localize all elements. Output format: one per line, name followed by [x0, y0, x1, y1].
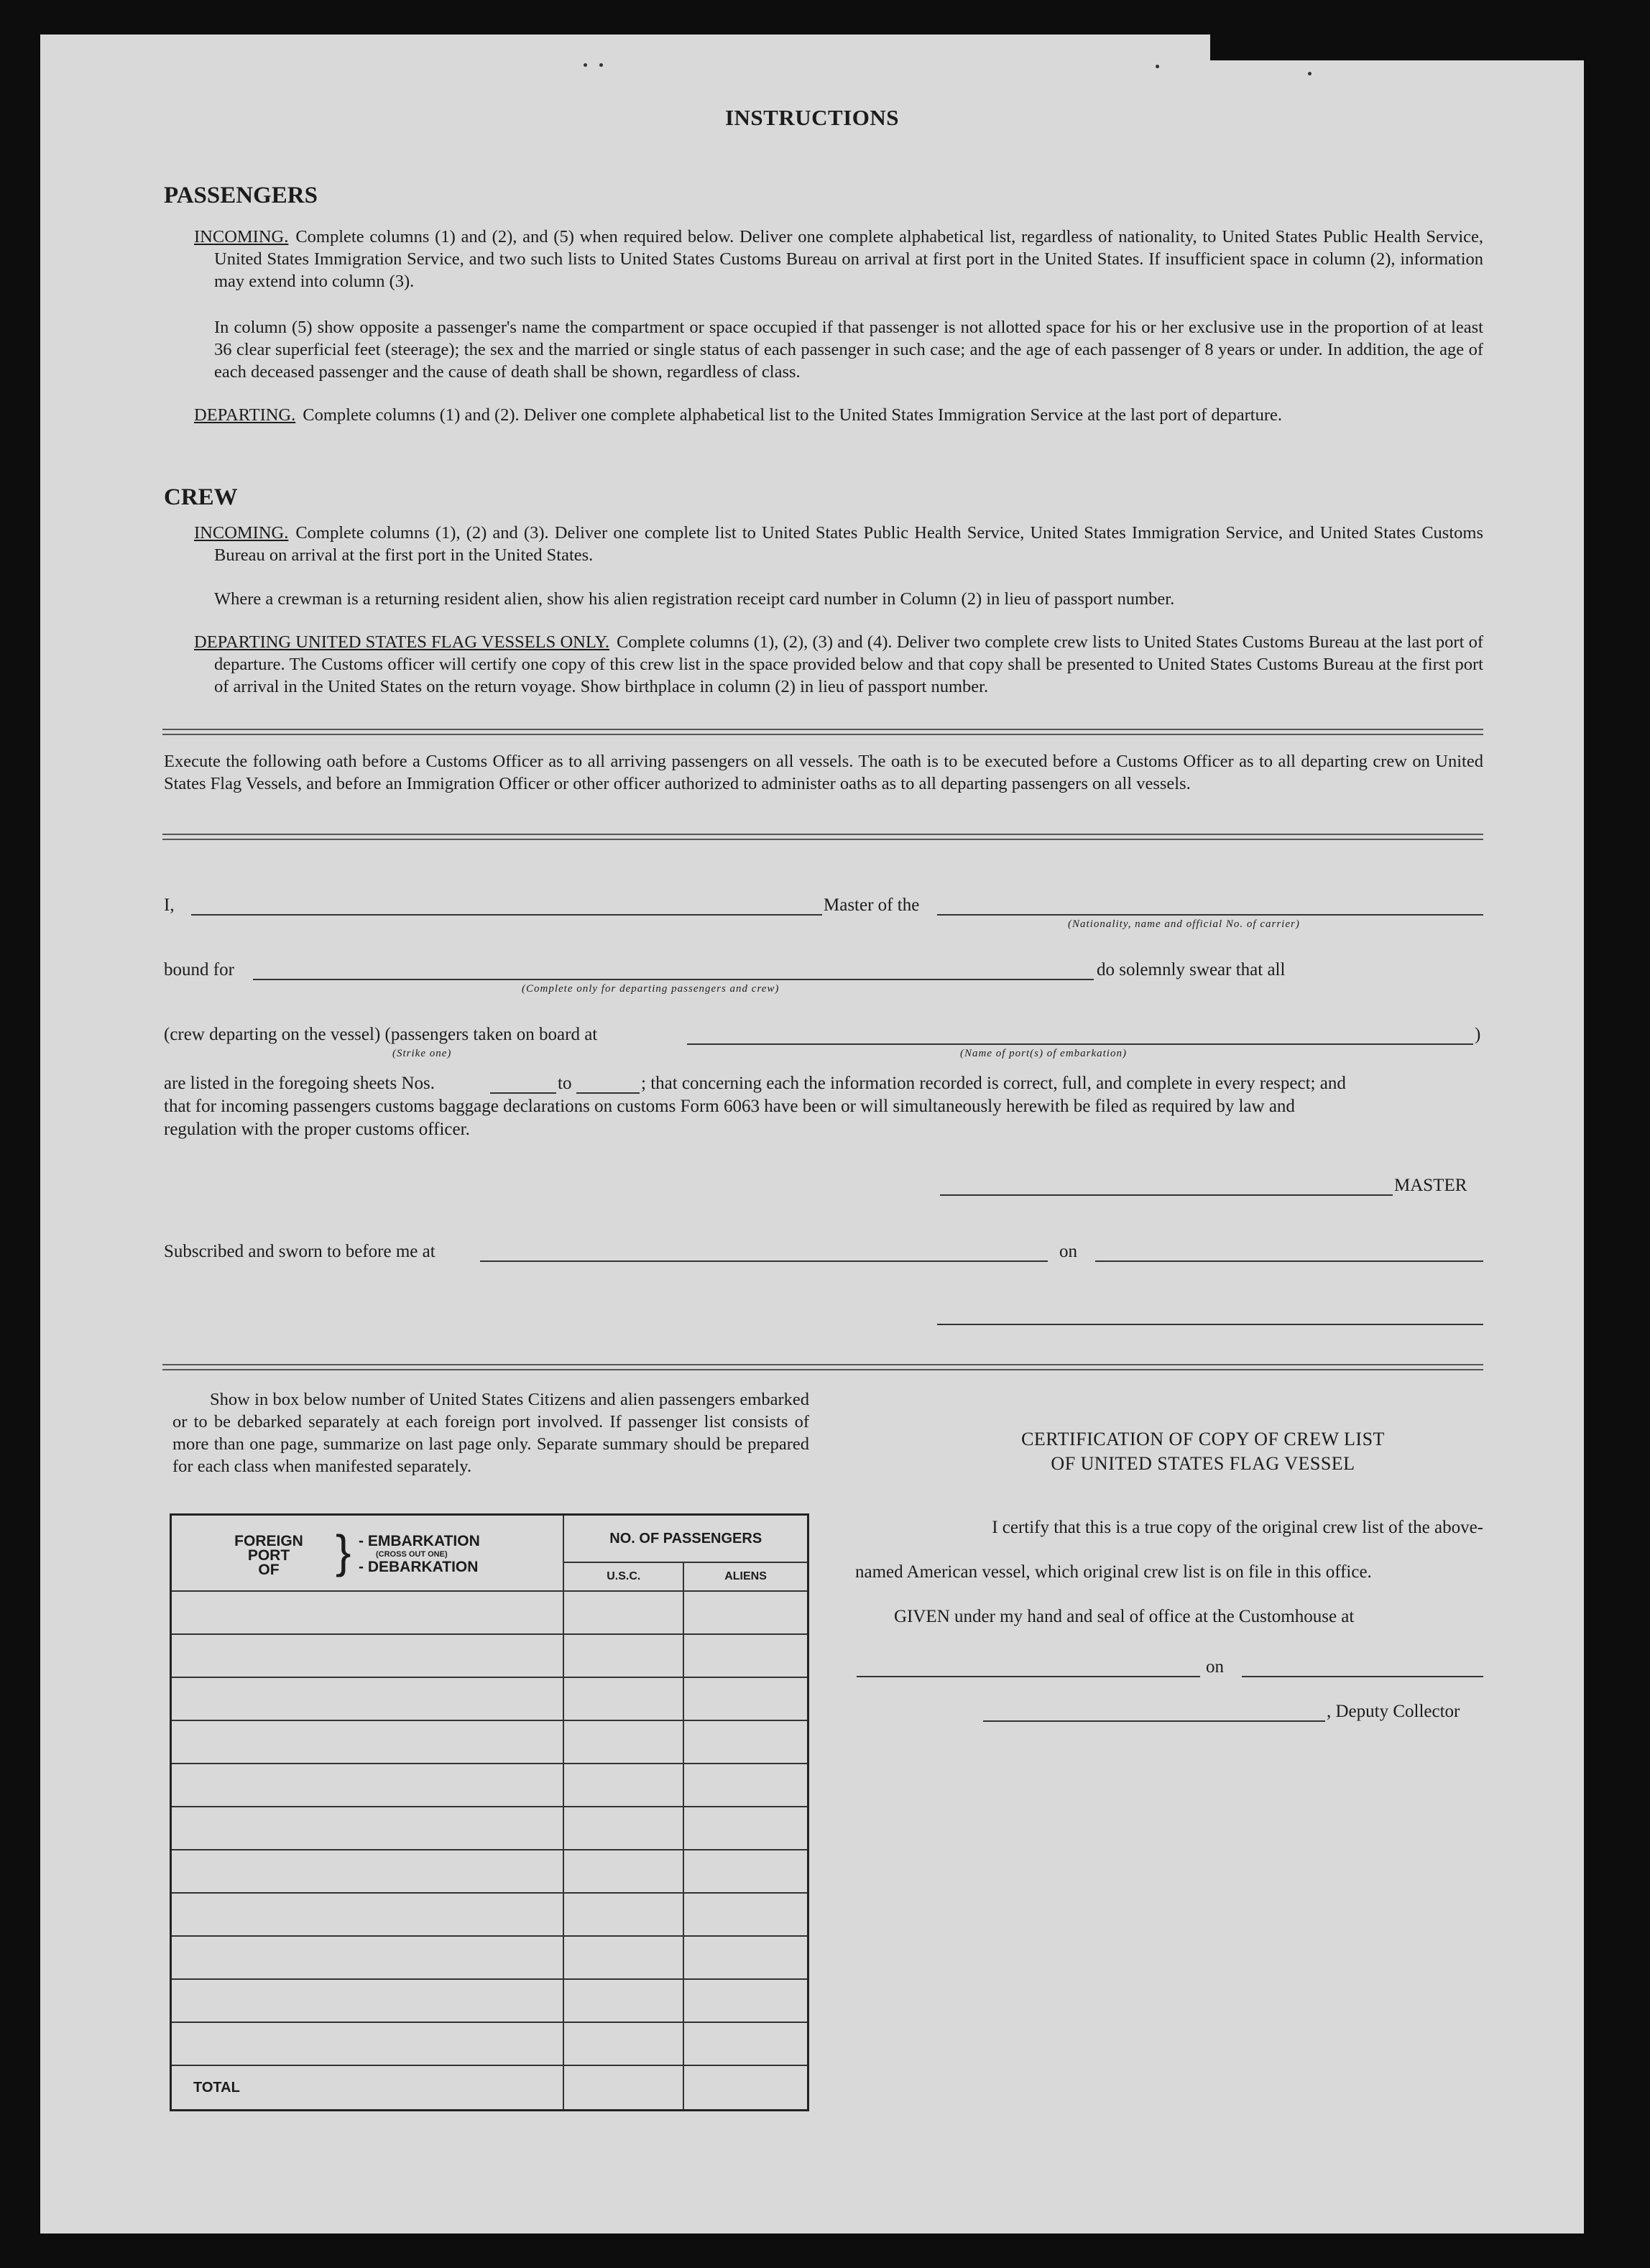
- port-cell[interactable]: [171, 2022, 564, 2065]
- port-cell[interactable]: [171, 1807, 564, 1850]
- listed-label-2: ; that concerning each the information recorded is correct, full, and complete in every respect; and: [641, 1074, 1346, 1093]
- bound-for-field[interactable]: [253, 979, 1094, 980]
- debarkation-label[interactable]: - DEBARKATION: [359, 1559, 479, 1575]
- passengers-incoming-text: Complete columns (1) and (2), and (5) when required below. Deliver one complete alphabetical list, regardless of nationality, to United States Public Health Service, United States Immigration Service, and two such lists to United States Customs Bureau on arrival at first port in the United States. If insufficient space in column (2), information may extend into column (3).: [214, 227, 1483, 291]
- aliens-cell[interactable]: [683, 1979, 808, 2022]
- torn-corner: [1210, 34, 1584, 60]
- table-row: [171, 1979, 808, 2022]
- crew-incoming-text: Complete columns (1), (2) and (3). Deliver one complete list to United States Public Health Service, United States Immigration Service, and United States Customs Bureau on arrival at the first port in the United States.: [214, 523, 1483, 565]
- port-cell[interactable]: [171, 1764, 564, 1807]
- usc-cell[interactable]: [563, 2022, 683, 2065]
- usc-cell[interactable]: [563, 1677, 683, 1720]
- port-caption: (Name of port(s) of embarkation): [960, 1048, 1127, 1059]
- given-line: GIVEN under my hand and seal of office at the Customhouse at: [894, 1607, 1355, 1626]
- usc-cell[interactable]: [563, 1936, 683, 1979]
- carrier-caption: (Nationality, name and official No. of carrier): [1068, 918, 1300, 930]
- passengers-departing-lead: DEPARTING.: [194, 405, 296, 425]
- carrier-field[interactable]: [937, 914, 1483, 916]
- aliens-cell[interactable]: [683, 1936, 808, 1979]
- table-row: [171, 1764, 808, 1807]
- usc-header: U.S.C.: [563, 1562, 683, 1591]
- aliens-cell[interactable]: [683, 1720, 808, 1764]
- master-of-the-label: Master of the: [824, 895, 920, 915]
- usc-cell[interactable]: [563, 1979, 683, 2022]
- table-row: [171, 2022, 808, 2065]
- table-row: [171, 1893, 808, 1936]
- aliens-cell[interactable]: [683, 1850, 808, 1893]
- usc-cell[interactable]: [563, 1893, 683, 1936]
- usc-cell[interactable]: [563, 1807, 683, 1850]
- port-cell[interactable]: [171, 1893, 564, 1936]
- form-page: [40, 34, 1584, 2234]
- strike-caption: (Strike one): [392, 1048, 452, 1059]
- certify-line-2: named American vessel, which original crew list is on file in this office.: [855, 1562, 1372, 1582]
- passengers-column5-paragraph: In column (5) show opposite a passenger's name the compartment or space occupied if that passenger is not allotted space for his or her exclusive use in the proportion of at least 36 clear superficial feet (steerage); the sex and the married or single status of each passenger in such case; and the age of each passenger of 8 years or under. In addition, the age of each deceased passenger and the cause of death shall be shown, regardless of class.: [214, 318, 1483, 382]
- total-usc-cell[interactable]: [563, 2065, 683, 2111]
- crew-departing-label: (crew departing on the vessel) (passengers taken on board at: [164, 1025, 598, 1044]
- listed-label-3: that for incoming passengers customs baggage declarations on customs Form 6063 have been or will simultaneously herewith be filed as required by law and: [164, 1097, 1295, 1116]
- certification-on-label: on: [1206, 1657, 1224, 1677]
- embarkation-label[interactable]: - EMBARKATION: [359, 1533, 480, 1549]
- divider: [162, 834, 1483, 840]
- complete-caption: (Complete only for departing passengers and crew): [522, 983, 780, 995]
- table-row: [171, 1677, 808, 1720]
- total-aliens-cell[interactable]: [683, 2065, 808, 2111]
- crew-departing-paragraph: [194, 631, 1483, 698]
- usc-cell[interactable]: [563, 1764, 683, 1807]
- usc-cell[interactable]: [563, 1850, 683, 1893]
- aliens-cell[interactable]: [683, 2022, 808, 2065]
- master-signature-field[interactable]: [940, 1194, 1393, 1196]
- passengers-departing-paragraph: [194, 404, 1483, 426]
- swear-label: do solemnly swear that all: [1097, 960, 1286, 979]
- usc-cell[interactable]: [563, 1591, 683, 1634]
- table-row: [171, 1807, 808, 1850]
- aliens-cell[interactable]: [683, 1591, 808, 1634]
- port-cell[interactable]: [171, 1677, 564, 1720]
- aliens-cell[interactable]: [683, 1634, 808, 1677]
- aliens-cell[interactable]: [683, 1764, 808, 1807]
- on-label: on: [1059, 1242, 1077, 1261]
- deputy-collector-label: , Deputy Collector: [1327, 1702, 1460, 1721]
- crew-departing-lead: DEPARTING UNITED STATES FLAG VESSELS ONLY.: [194, 632, 610, 652]
- port-cell[interactable]: [171, 1850, 564, 1893]
- port-cell[interactable]: [171, 1979, 564, 2022]
- certification-heading-line-1: CERTIFICATION OF COPY OF CREW LIST: [1021, 1429, 1385, 1449]
- oath-instruction: Execute the following oath before a Customs Officer as to all arriving passengers on all vessels. The oath is to be executed before a Customs Officer as to all departing crew on United States Flag Vessels, and before an Immigration Officer or other officer authorized to administer oaths as to all departing passengers on all vessels.: [164, 752, 1483, 793]
- crew-incoming-paragraph: [194, 522, 1483, 566]
- port-cell[interactable]: [171, 1634, 564, 1677]
- port-cell[interactable]: [171, 1591, 564, 1634]
- close-paren: ): [1475, 1025, 1481, 1044]
- sheet-to-field[interactable]: [576, 1092, 640, 1094]
- table-row: [171, 1720, 808, 1764]
- table-row: [171, 1936, 808, 1979]
- port-cell[interactable]: [171, 1936, 564, 1979]
- page-title: INSTRUCTIONS: [724, 105, 899, 130]
- port-cell[interactable]: [171, 1720, 564, 1764]
- passengers-departing-text: Complete columns (1) and (2). Deliver one complete alphabetical list to the United States Immigration Service at the last port of departure.: [303, 405, 1282, 425]
- passenger-summary-table: [170, 1513, 809, 2111]
- oath-i-label: I,: [164, 895, 175, 915]
- no-of-passengers-header: NO. OF PASSENGERS: [563, 1515, 808, 1563]
- passengers-heading: PASSENGERS: [164, 183, 318, 208]
- summary-instructions: Show in box below number of United States Citizens and alien passengers embarked or to be debarked separately at each foreign port involved. If passenger list consists of more than one page, summarize on last page only. Separate summary should be prepared for each class when manifested separately.: [172, 1390, 809, 1476]
- certification-heading: [894, 1427, 1512, 1476]
- customhouse-field[interactable]: [857, 1676, 1200, 1677]
- aliens-header: ALIENS: [683, 1562, 808, 1591]
- foreign-port-of-label: FOREIGN PORT OF: [234, 1533, 303, 1578]
- brace-icon: }: [336, 1526, 351, 1577]
- subscribed-label: Subscribed and sworn to before me at: [164, 1242, 435, 1261]
- to-label: to: [558, 1074, 572, 1093]
- cross-out-label: (CROSS OUT ONE): [376, 1550, 448, 1559]
- deputy-signature-field[interactable]: [983, 1720, 1325, 1722]
- usc-cell[interactable]: [563, 1720, 683, 1764]
- table-row: [171, 1591, 808, 1634]
- sheet-from-field[interactable]: [490, 1092, 556, 1094]
- aliens-cell[interactable]: [683, 1893, 808, 1936]
- table-row: [171, 1634, 808, 1677]
- embarkation-port-field[interactable]: [687, 1043, 1473, 1045]
- usc-cell[interactable]: [563, 1634, 683, 1677]
- bound-for-label: bound for: [164, 960, 234, 979]
- total-label: TOTAL: [171, 2065, 564, 2111]
- aliens-cell[interactable]: [683, 1677, 808, 1720]
- crew-heading: CREW: [164, 484, 238, 510]
- crew-resident-paragraph: Where a crewman is a returning resident alien, show his alien registration receipt card number in Column (2) in lieu of passport number.: [214, 589, 1175, 609]
- port-header-cell: [171, 1515, 564, 1592]
- passengers-incoming-paragraph: [194, 226, 1483, 292]
- master-label: MASTER: [1394, 1176, 1467, 1195]
- sworn-date-field[interactable]: [1095, 1260, 1483, 1262]
- sworn-at-field[interactable]: [480, 1260, 1048, 1262]
- certification-date-field[interactable]: [1242, 1676, 1483, 1677]
- divider: [162, 1364, 1483, 1370]
- passengers-incoming-lead: INCOMING.: [194, 227, 289, 246]
- crew-incoming-lead: INCOMING.: [194, 523, 289, 543]
- certification-heading-line-2: OF UNITED STATES FLAG VESSEL: [1051, 1453, 1355, 1474]
- divider: [162, 729, 1483, 735]
- aliens-cell[interactable]: [683, 1807, 808, 1850]
- table-row: [171, 1850, 808, 1893]
- crew-departing-text: Complete columns (1), (2), (3) and (4). Deliver two complete crew lists to United States Customs Bureau at the last port of departure. The Customs officer will certify one copy of this crew list in the space provided below and that copy shall be presented to United States Customs Bureau at the first port of arrival in the United States on the return voyage. Show birthplace in column (2) in lieu of passport number.: [214, 632, 1483, 696]
- master-name-field[interactable]: [191, 914, 822, 916]
- certify-line-1: I certify that this is a true copy of the original crew list of the above-: [992, 1518, 1483, 1537]
- listed-label-4: regulation with the proper customs officer.: [164, 1120, 470, 1139]
- officer-signature-field[interactable]: [937, 1324, 1483, 1325]
- listed-label-1: are listed in the foregoing sheets Nos.: [164, 1074, 435, 1093]
